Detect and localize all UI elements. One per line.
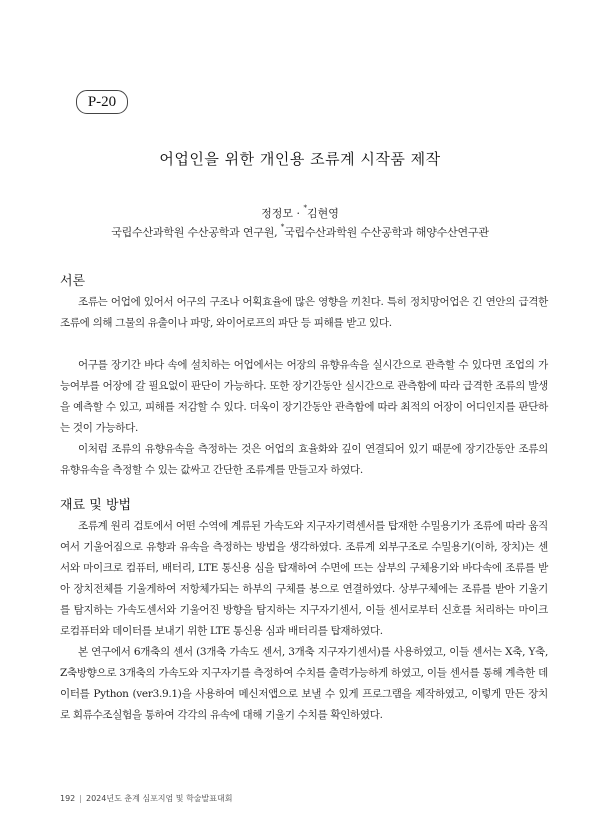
event-name: 2024년도 춘계 심포지엄 및 학술발표대회 [85,794,233,803]
corresponding-mark: * [303,204,307,212]
methods-paragraph: 본 연구에서 6개축의 센서 (3개축 가속도 센서, 3개축 지구자기센서)를 사용하였고, 이들 센서는 X축, Y축, Z축방향으로 3개축의 가속도와 지구자기를 측정하여 수치를 출력가능하게 하였고, 이들 센서를 통해 계측한 데이터를 Python (ver3.9.1)을 사용하여 메신저앱으로 보낼 수 있게 프로그램을 제작하였고, 이렇게 만든 장치로 회류수조실험을 통하여 각각의 유속에 대해 기울기 수치를 확인하였다. [60,646,548,721]
footer-separator: | [79,794,82,803]
intro-paragraph: 조류는 어업에 있어서 어구의 구조나 어획효율에 많은 영향을 끼친다. 특히 정치망어업은 긴 연안의 급격한 조류에 의해 그물의 유출이나 파망, 와이어로프의 파단 등 피해를 받고 있다. [60,296,548,329]
author-line [0,205,600,221]
section-heading-methods: 재료 및 방법 [60,498,132,513]
page-footer [60,793,232,804]
author-second: 김현영 [307,207,339,220]
intro-paragraph: 이처럼 조류의 유향유속을 측정하는 것은 어업의 효율화와 깊이 연결되어 있기 때문에 장기간동안 조류의 유향유속을 측정할 수 있는 값싸고 간단한 조류계를 만들고자 하였다. [60,443,548,476]
paper-title: 어업인을 위한 개인용 조류계 시작품 제작 [159,150,441,168]
author-first: 정정모 [261,207,293,220]
affiliation-line [0,224,600,240]
intro-paragraph: 어구를 장기간 바다 속에 설치하는 어업에서는 어장의 유향유속을 실시간으로 관측할 수 있다면 조업의 가능여부를 어장에 갈 필요없이 판단이 가능하다. 또한 장기간동안 실시간으로 관측함에 따라 급격한 조류의 발생을 예측할 수 있고, 피해를 저감할 수 있다. 더욱이 장기간동안 관측함에 따라 최적의 어장이 어디인지를 판단하는 것이 가능하다. [60,359,548,434]
author-separator: · [296,207,300,220]
page-number: 192 [60,794,76,803]
affiliation-secondary: 국립수산과학원 수산공학과 해양수산연구관 [284,226,489,239]
affiliation-corresponding-mark: * [280,223,285,231]
methods-paragraph: 조류계 원리 검토에서 어떤 수역에 계류된 가속도와 지구자기력센서를 탑재한 수밀용기가 조류에 따라 움직여서 기울어짐으로 유향과 유속을 측정하는 방법을 생각하였다. 조류계 외부구조로 수밀용기(이하, 장치)는 센서와 마이크로 컴퓨터, 배터리, LTE 통신용 심을 탑재하여 수면에 뜨는 삼부의 구체용기와 바다속에 조류를 받아 장치전체를 기울게하여 저항체가되는 하부의 구체를 봉으로 연결하였다. 상부구체에는 조류를 받아 기울기를 탐지하는 가속도센서와 기울어진 방향을 탐지하는 지구자기센서, 이들 센서로부터 신호를 처리하는 마이크로컴퓨터와 데이터를 보내기 위한 LTE 통신용 심과 배터리를 탑재하였다. [60,520,548,637]
poster-number-tag: P-20 [76,90,128,114]
section-heading-introduction: 서론 [60,274,86,289]
affiliation-primary: 국립수산과학원 수산공학과 연구원, [111,226,278,239]
